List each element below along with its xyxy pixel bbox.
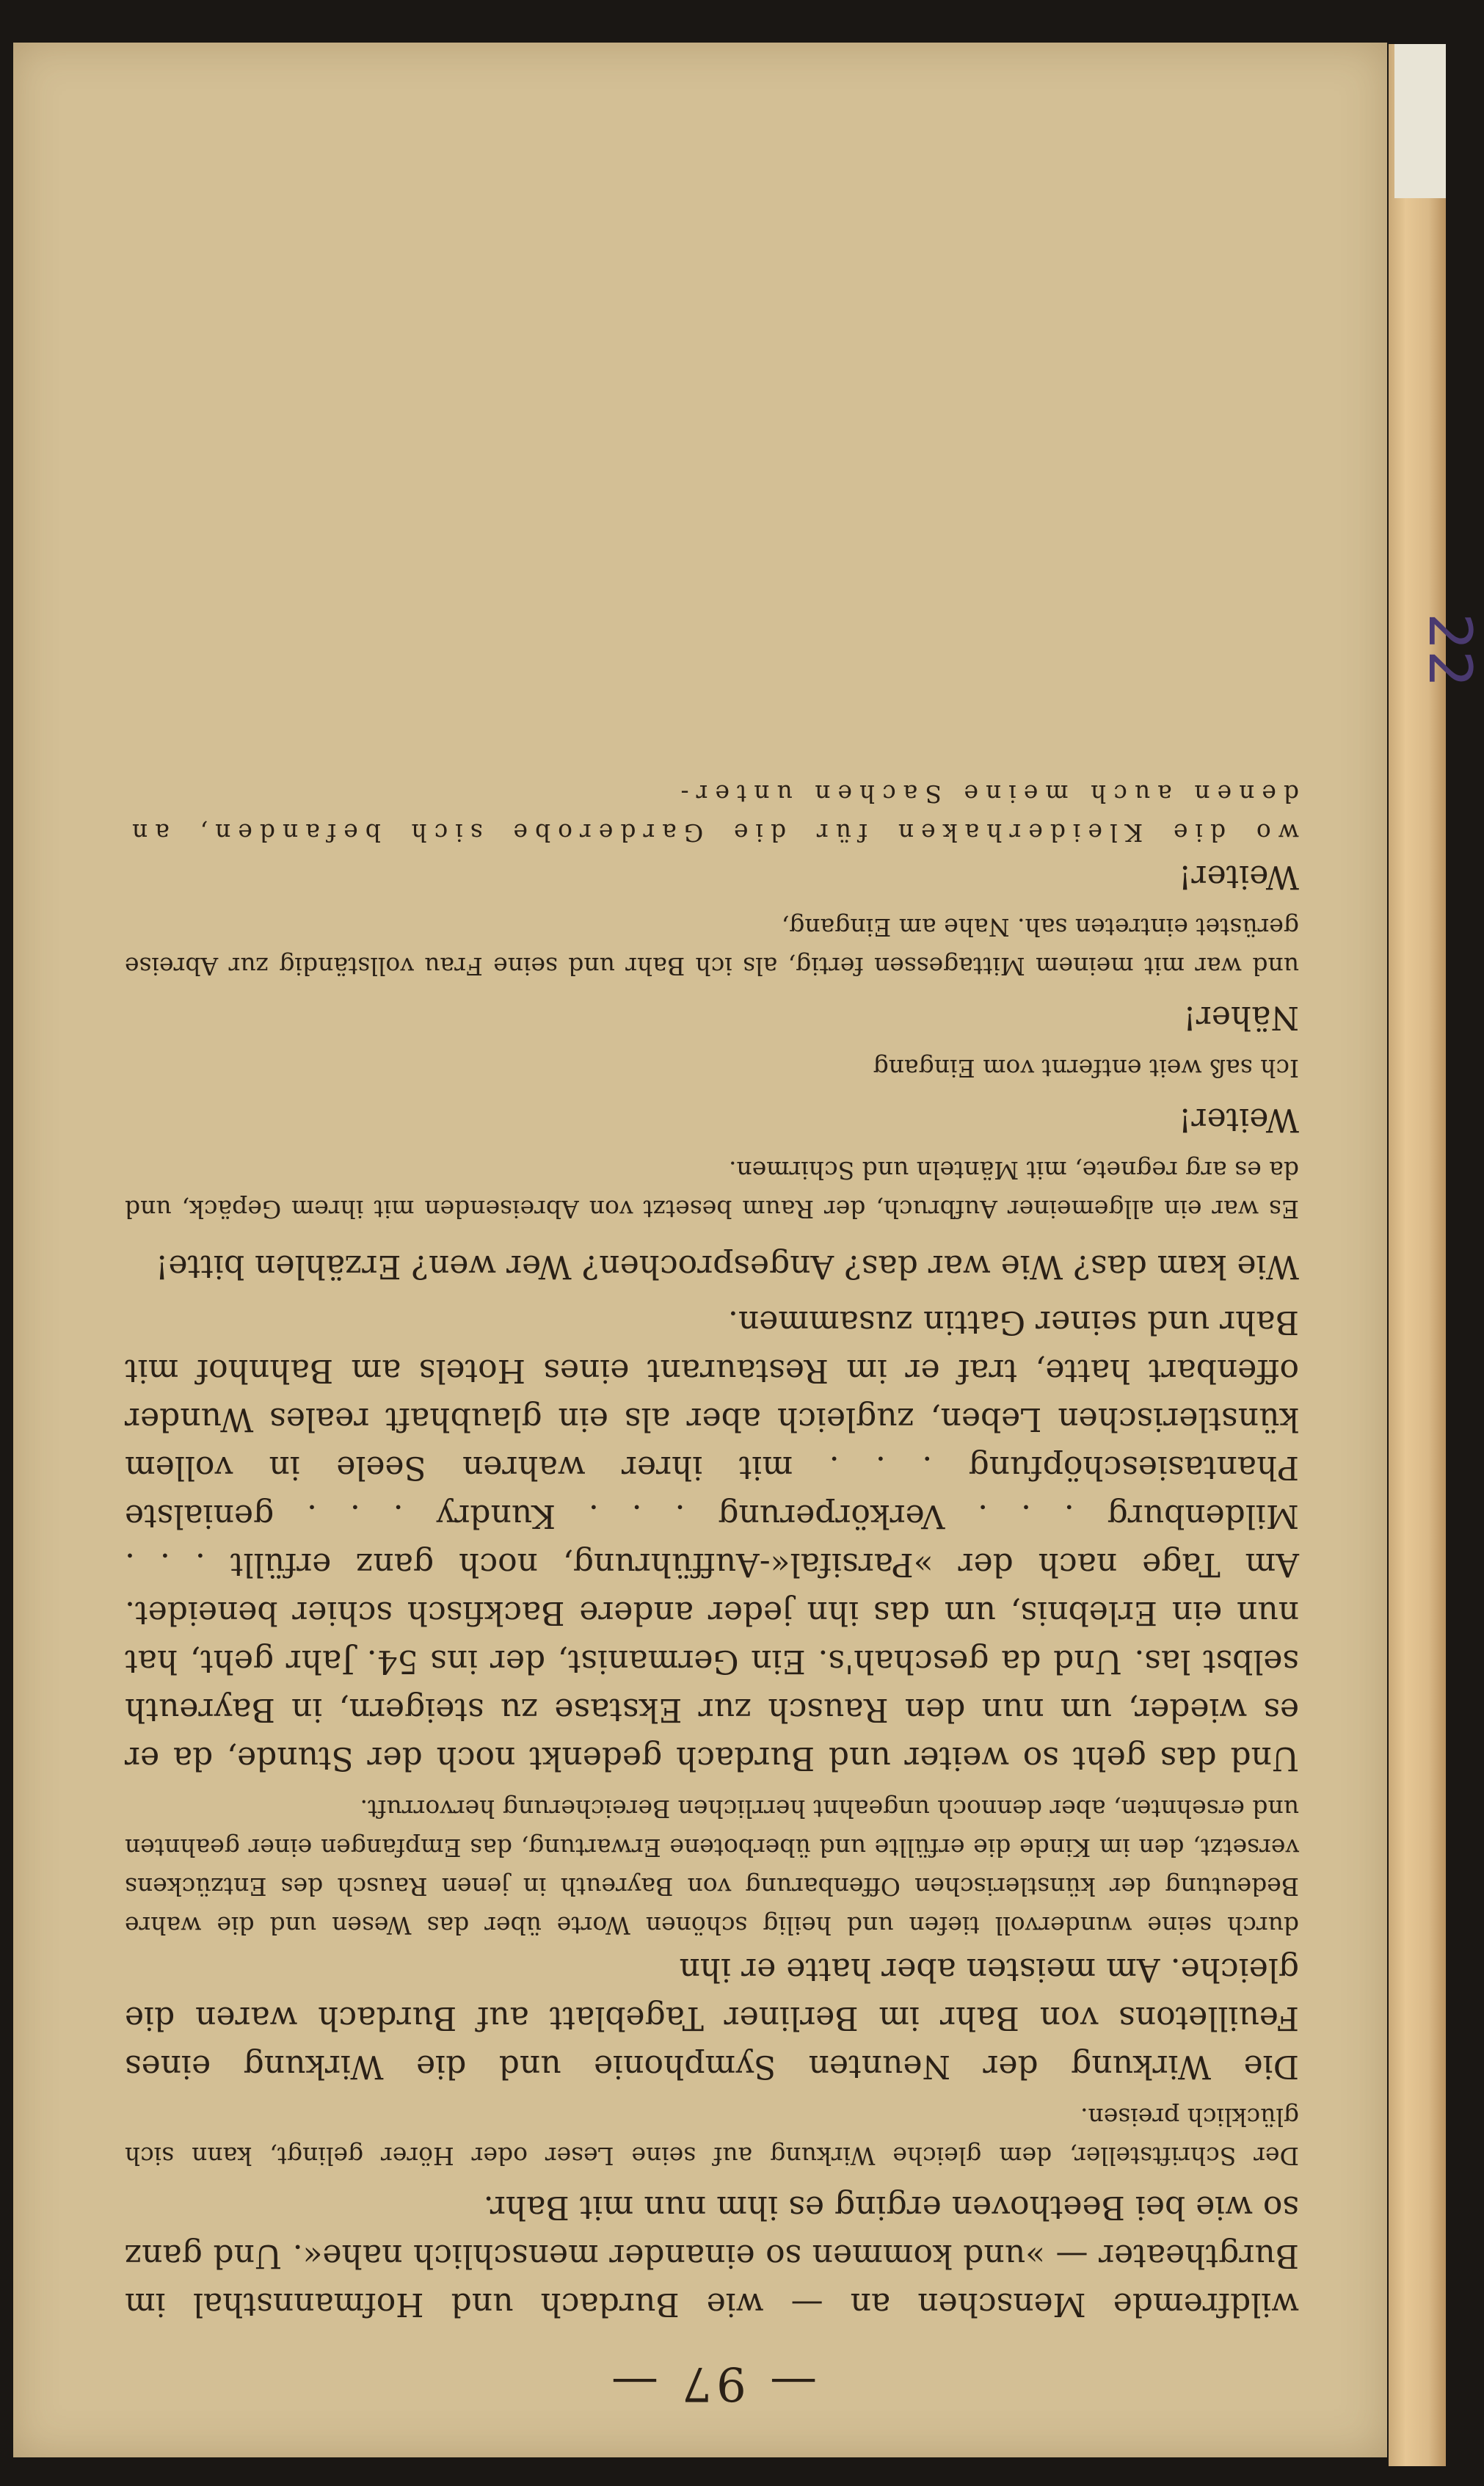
paragraph-2: Der Schriftsteller, dem gleiche Wirkung auf seine Leser oder Hörer gelingt, kann sich glücklich preisen. (125, 2103, 1299, 2170)
paragraph-11: und war mit meinem Mittagessen fertig, als ich Bahr und seine Frau vollständig zur Abreise gerüstet eintreten sah. Nahe am Eingang, (125, 913, 1299, 981)
page-number: — 97 — (606, 2356, 818, 2410)
margin-handwriting: 22 (1416, 613, 1484, 688)
page-content (125, 774, 1299, 2416)
paragraph-10: Näher! (1183, 999, 1299, 1036)
paragraph-7: Es war ein allgemeiner Aufbruch, der Raum besetzt von Abreisenden mit ihrem Gepäck, und da es arg regnete, mit Mänteln und Schirmen. (125, 1156, 1299, 1224)
paragraph-5: Und das geht so weiter und Burdach gedenkt noch der Stunde, da er es wieder, um nun den Rausch zur Ekstase zu steigern, in Bayreuth selbst las. Und da geschah's. Ein Germanist, der ins 54. Jahr geht, hat nun ein Erlebnis, um das ihn jeder andere Backfisch schier beneidet. Am Tage nach der »Parsifal«-Aufführung, noch ganz erfüllt . . . Mildenburg . . . Verkörperung . . . Kundry . . . genialste Phantasieschöpfung . . . mit ihrer wahren Seele in vollem künstlerischen Leben, zugleich aber als ein glaubhaft reales Wunder offenbart hatte, traf er im Restaurant eines Hotels am Bahnhof mit Bahr und seiner Gattin zusammen. (125, 1304, 1299, 1777)
paragraph-12: Weiter! (1178, 858, 1299, 895)
paragraph-3: Die Wirkung der Neunten Symphonie und die Wirkung eines Feuilletons von Bahr im Berliner Tageblatt auf Burdach waren die gleiche. Am meisten aber hatte er ihn (125, 1951, 1299, 2085)
paragraph-4: durch seine wundervoll tiefen und heilig schönen Worte über das Wesen und die wahre Bedeutung der künstlerischen Offenbarung von Bayreuth in jenen Rausch des Entzückens versetzt, den im Kinde die erfüllte und überbotene Erwartung, das Empfangen einer geahnten und ersehnten, aber dennoch ungeahnt herrlichen Bereicherung hervorruft. (125, 1795, 1299, 1940)
paragraph-6: Wie kam das? Wie war das? Angesprochen? Wer wen? Erzählen bitte! (155, 1248, 1299, 1285)
paragraph-8: Weiter! (1178, 1101, 1299, 1138)
paragraph-1: wildfremde Menschen an — wie Burdach und Hofmannsthal im Burgtheater — »und kommen so einander menschlich nahe«. Und ganz so wie bei Beethoven erging es ihm nun mit Bahr. (125, 2189, 1299, 2323)
paragraph-13: wo die Kleiderhaken für die Garderobe sich befanden, an denen auch meine Sachen unter- (125, 779, 1299, 847)
paragraph-9: Ich saß weit entfernt vom Eingang (873, 1054, 1299, 1083)
